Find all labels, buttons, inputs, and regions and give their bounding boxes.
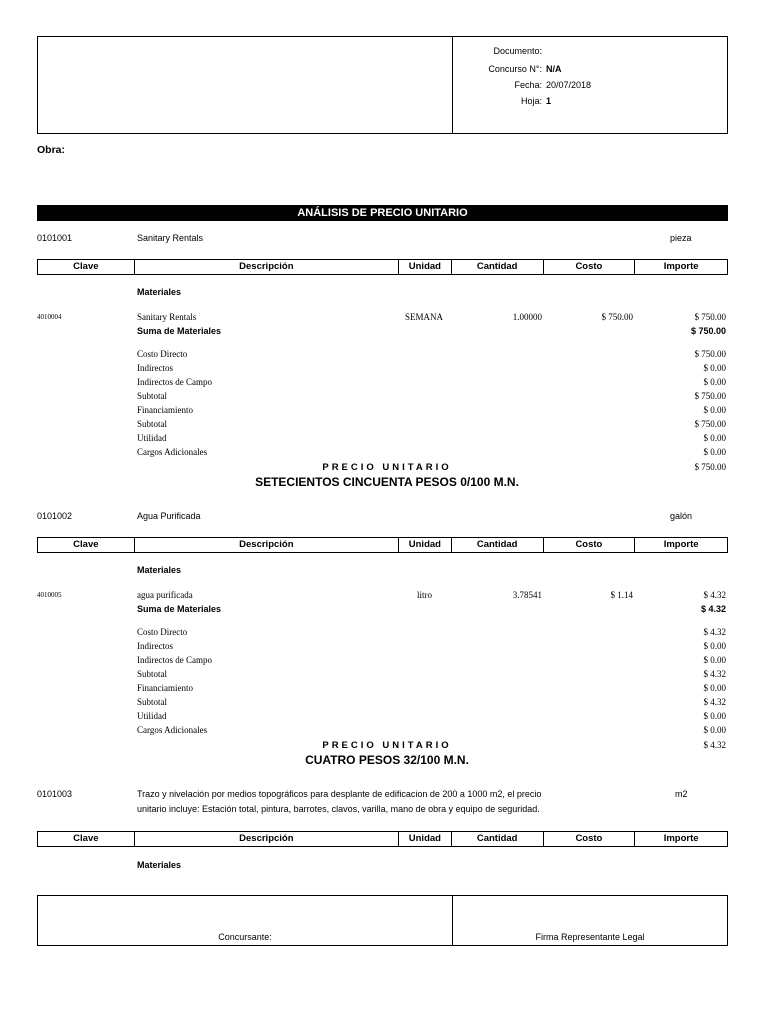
cost-value: $ 0.00 xyxy=(703,447,726,457)
cost-value: $ 0.00 xyxy=(703,363,726,373)
th-importe: Importe xyxy=(663,539,699,550)
cost-label: Cargos Adicionales xyxy=(137,447,208,457)
th-importe: Importe xyxy=(663,261,699,272)
th-cantidad: Cantidad xyxy=(452,538,544,552)
item1-code: 0101001 xyxy=(37,233,73,243)
item2-row-unidad: litro xyxy=(417,590,432,600)
item3-section: Materiales xyxy=(137,860,182,870)
item1-suma-value: $ 750.00 xyxy=(690,326,726,336)
item2-precio-value: $ 4.32 xyxy=(703,740,726,750)
item1-row-descripcion: Sanitary Rentals xyxy=(137,312,197,322)
th-descripcion: Descripción xyxy=(135,832,399,846)
item2-amount-words: CUATRO PESOS 32/100 M.N. xyxy=(305,753,469,767)
item1-unit: pieza xyxy=(670,233,692,243)
item2-table-header xyxy=(37,537,728,553)
cost-label: Subtotal xyxy=(137,391,168,401)
banner-title: ANÁLISIS DE PRECIO UNITARIO xyxy=(37,205,728,221)
item1-table-header xyxy=(37,259,728,275)
cost-value: $ 0.00 xyxy=(703,405,726,415)
th-clave: Clave xyxy=(38,538,135,552)
item2-row-costo: $ 1.14 xyxy=(610,590,633,600)
cost-label: Indirectos de Campo xyxy=(137,655,212,665)
cost-value: $ 0.00 xyxy=(703,655,726,665)
item3-table-header xyxy=(37,831,728,847)
item2-suma-value: $ 4.32 xyxy=(700,604,726,614)
th-unidad: Unidad xyxy=(399,260,452,274)
documento-label: Documento: xyxy=(493,46,542,56)
item3-description-line1: Trazo y nivelación por medios topográficos para desplante de edificacion de 200 a 1000 m2, el precio xyxy=(137,789,542,799)
item2-unit: galón xyxy=(670,511,693,521)
th-costo: Costo xyxy=(544,538,636,552)
cost-label: Costo Directo xyxy=(137,349,188,359)
cost-value: $ 0.00 xyxy=(703,641,726,651)
cost-label: Subtotal xyxy=(137,697,168,707)
item1-precio-value: $ 750.00 xyxy=(694,462,726,472)
cost-value: $ 750.00 xyxy=(694,419,726,429)
cost-value: $ 0.00 xyxy=(703,433,726,443)
item2-row-cantidad: 3.78541 xyxy=(512,590,542,600)
concurso-value: N/A xyxy=(546,64,562,74)
cost-label: Subtotal xyxy=(137,419,168,429)
cost-value: $ 0.00 xyxy=(703,377,726,387)
fecha-label: Fecha: xyxy=(514,80,542,90)
cost-label: Financiamiento xyxy=(137,683,193,693)
cost-value: $ 4.32 xyxy=(703,627,726,637)
item1-precio-label: PRECIO UNITARIO xyxy=(322,462,452,473)
hoja-label: Hoja: xyxy=(520,96,542,106)
th-cantidad: Cantidad xyxy=(452,832,544,846)
th-unidad: Unidad xyxy=(399,538,452,552)
th-importe: Importe xyxy=(663,833,699,844)
item2-row-descripcion: agua purificada xyxy=(137,590,193,600)
item1-section: Materiales xyxy=(137,287,182,297)
cost-value: $ 750.00 xyxy=(694,391,726,401)
cost-value: $ 0.00 xyxy=(703,725,726,735)
cost-label: Utilidad xyxy=(137,711,167,721)
item2-code: 0101002 xyxy=(37,511,73,521)
item2-description: Agua Purificada xyxy=(137,511,201,521)
fecha-value: 20/07/2018 xyxy=(546,80,592,90)
item2-suma-label: Suma de Materiales xyxy=(137,604,222,614)
item3-unit: m2 xyxy=(675,789,688,799)
signature-box xyxy=(37,895,728,946)
hoja-value: 1 xyxy=(546,96,552,106)
th-unidad: Unidad xyxy=(399,832,452,846)
cost-value: $ 750.00 xyxy=(694,349,726,359)
cost-label: Financiamiento xyxy=(137,405,193,415)
cost-label: Subtotal xyxy=(137,669,168,679)
concurso-label: Concurso N°: xyxy=(488,64,542,74)
item1-amount-words: SETECIENTOS CINCUENTA PESOS 0/100 M.N. xyxy=(255,475,519,489)
th-descripcion: Descripción xyxy=(135,260,399,274)
item2-section: Materiales xyxy=(137,565,182,575)
firma-label: Firma Representante Legal xyxy=(535,932,645,942)
th-costo: Costo xyxy=(544,832,636,846)
th-descripcion: Descripción xyxy=(135,538,399,552)
obra-label: Obra: xyxy=(37,144,66,156)
item1-row-costo: $ 750.00 xyxy=(601,312,633,322)
item1-row-cantidad: 1.00000 xyxy=(512,312,542,322)
item1-row-clave: 4010004 xyxy=(37,313,62,321)
item1-row-unidad: SEMANA xyxy=(405,312,444,322)
item1-row-importe: $ 750.00 xyxy=(694,312,726,322)
cost-value: $ 4.32 xyxy=(703,697,726,707)
cost-label: Indirectos de Campo xyxy=(137,377,212,387)
th-cantidad: Cantidad xyxy=(452,260,544,274)
th-costo: Costo xyxy=(544,260,636,274)
item1-suma-label: Suma de Materiales xyxy=(137,326,222,336)
th-clave: Clave xyxy=(38,832,135,846)
cost-label: Cargos Adicionales xyxy=(137,725,208,735)
concursante-label: Concursante: xyxy=(218,932,272,942)
item3-code: 0101003 xyxy=(37,789,73,799)
header-box xyxy=(37,36,728,134)
cost-value: $ 0.00 xyxy=(703,711,726,721)
item2-row-importe: $ 4.32 xyxy=(703,590,726,600)
item2-row-clave: 4010005 xyxy=(37,591,62,599)
cost-value: $ 4.32 xyxy=(703,669,726,679)
cost-label: Indirectos xyxy=(137,363,173,373)
item3-description-line2: unitario incluye: Estación total, pintura, barrotes, clavos, varilla, mano de obra y equipo de seguridad. xyxy=(137,804,540,814)
cost-label: Indirectos xyxy=(137,641,173,651)
cost-label: Utilidad xyxy=(137,433,167,443)
cost-label: Costo Directo xyxy=(137,627,188,637)
item1-description: Sanitary Rentals xyxy=(137,233,204,243)
th-clave: Clave xyxy=(38,260,135,274)
item2-precio-label: PRECIO UNITARIO xyxy=(322,740,452,751)
cost-value: $ 0.00 xyxy=(703,683,726,693)
